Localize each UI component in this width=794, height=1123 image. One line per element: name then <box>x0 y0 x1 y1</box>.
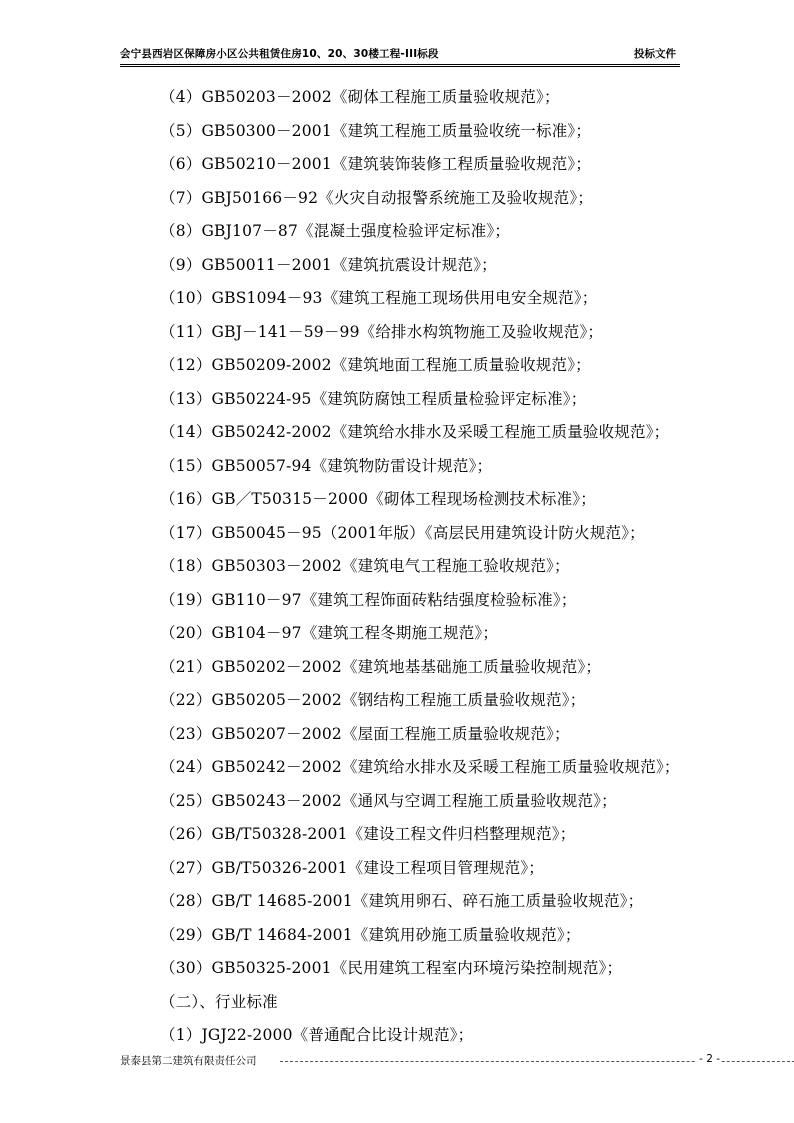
header-divider <box>120 64 680 67</box>
list-item: （22）GB50205－2002《钢结构工程施工质量验收规范》； <box>160 691 586 709</box>
list-item: （5）GB50300－2001《建筑工程施工质量验收统一标准》； <box>160 121 592 140</box>
list-item: （17）GB50045－95（2001年版）《高层民用建筑设计防火规范》； <box>160 523 645 542</box>
list-item: （1）JGJ22-2000《普通配合比设计规范》； <box>160 1026 474 1044</box>
list-item: （26）GB/T50328-2001《建设工程文件归档整理规范》； <box>160 825 576 843</box>
list-item: （23）GB50207－2002《屋面工程施工质量验收规范》； <box>160 724 570 743</box>
list-item: （4）GB50203－2002《砌体工程施工质量验收规范》； <box>160 88 560 106</box>
header-doc-type: 投标文件 <box>634 48 676 60</box>
footer-company: 景泰县第二建筑有限责任公司 <box>120 1055 257 1067</box>
list-item: （12）GB50209-2002《建筑地面工程施工质量验收规范》； <box>160 356 591 374</box>
list-item: （13）GB50224-95《建筑防腐蚀工程质量检验评定标准》； <box>160 389 587 408</box>
page-number: - 2 - <box>695 1053 720 1065</box>
list-item: （28）GB/T 14685-2001《建筑用卵石、碎石施工质量验收规范》； <box>160 892 644 910</box>
list-item: （25）GB50243－2002《通风与空调工程施工质量验收规范》； <box>160 791 617 810</box>
list-item: （18）GB50303－2002《建筑电气工程施工验收规范》； <box>160 557 570 575</box>
list-item: （21）GB50202－2002《建筑地基基础施工质量验收规范》； <box>160 657 602 676</box>
list-item: （9）GB50011－2001《建筑抗震设计规范》； <box>160 255 497 274</box>
header-project-title: 会宁县西岩区保障房小区公共租赁住房10、20、30楼工程-III标段 <box>120 48 439 60</box>
list-item: （14）GB50242-2002《建筑给水排水及采暖工程施工质量验收规范》； <box>160 423 670 441</box>
section-heading: （二）、行业标准 <box>160 992 278 1011</box>
list-item: （6）GB50210－2001《建筑装饰装修工程质量验收规范》； <box>160 155 592 173</box>
list-item: （19）GB110－97《建筑工程饰面砖粘结强度检验标准》； <box>160 590 577 609</box>
list-item: （16）GB／T50315－2000《砌体工程现场检测技术标准》； <box>160 490 596 508</box>
list-item: （11）GBJ－141－59－99《给排水构筑物施工及验收规范》； <box>160 322 604 341</box>
page-footer <box>120 1053 720 1069</box>
list-item: （27）GB/T50326-2001《建设工程项目管理规范》； <box>160 858 544 877</box>
list-item: （24）GB50242－2002《建筑给水排水及采暖工程施工质量验收规范》； <box>160 758 680 776</box>
page-header <box>120 46 676 64</box>
list-item: （15）GB50057-94《建筑物防雷设计规范》； <box>160 456 493 475</box>
list-item: （20）GB104－97《建筑工程冬期施工规范》； <box>160 624 499 642</box>
list-item: （29）GB/T 14684-2001《建筑用砂施工质量验收规范》； <box>160 925 581 944</box>
list-item: （30）GB50325-2001《民用建筑工程室内环境污染控制规范》； <box>160 959 623 977</box>
list-item: （8）GBJ107－87《混凝土强度检验评定标准》； <box>160 222 511 240</box>
list-item: （7）GBJ50166－92《火灾自动报警系统施工及验收规范》； <box>160 188 594 207</box>
list-item: （10）GBS1094－93《建筑工程施工现场供用电安全规范》； <box>160 289 598 307</box>
standards-list <box>160 86 750 1058</box>
